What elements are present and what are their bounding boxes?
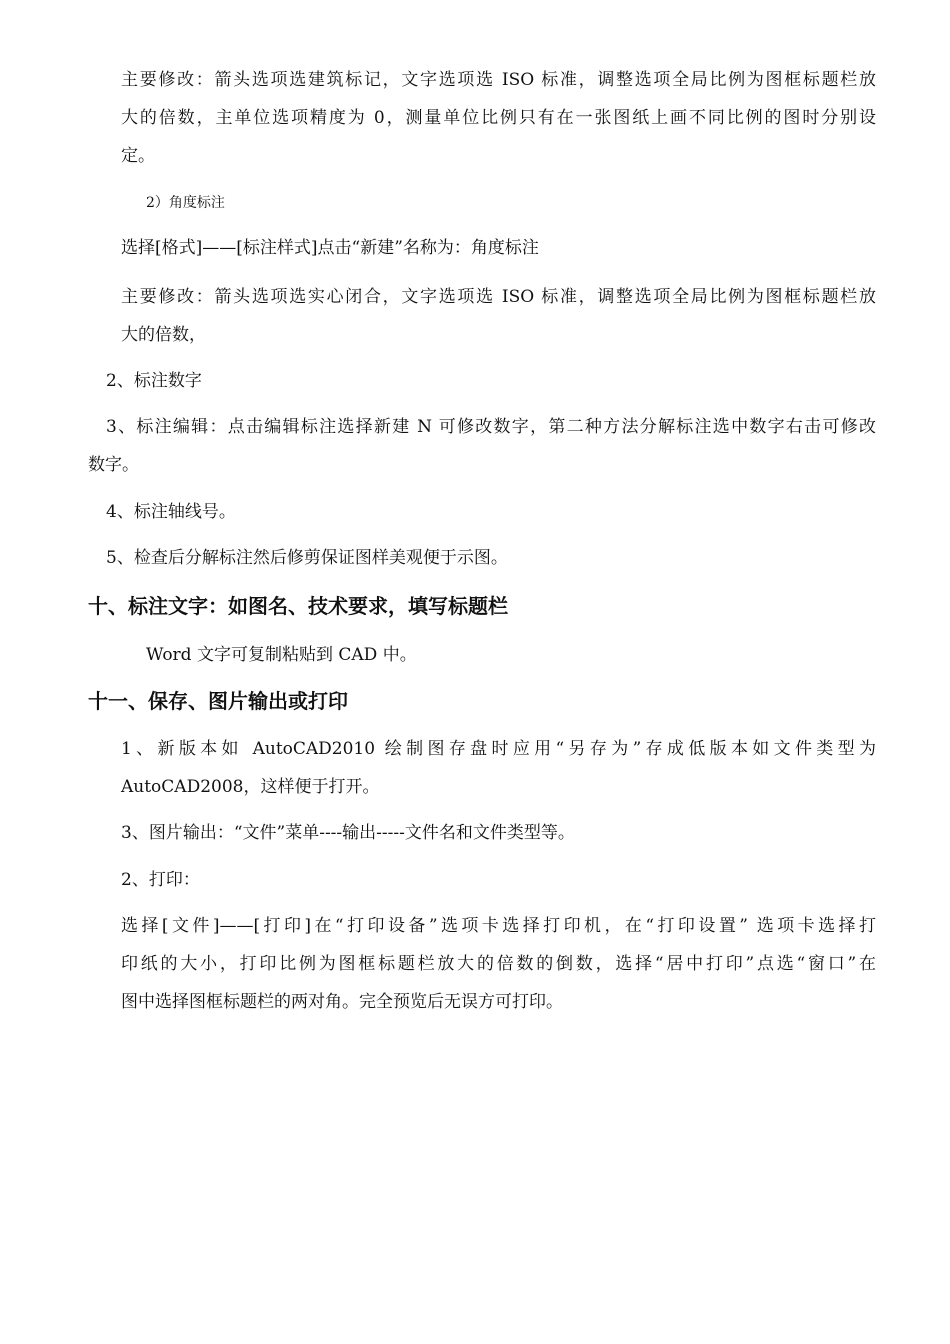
list-item-2: 2、标注数字 — [106, 371, 202, 391]
para1-line-1: 主要修改：箭头选项选建筑标记，文字选项选 ISO 标准，调整选项全局比例为图框标题栏放 — [121, 70, 876, 90]
s11-print-line-2: 印纸的大小，打印比例为图框标题栏放大的倍数的倒数，选择“居中打印”点选“窗口”在 — [121, 954, 876, 974]
para1-line-3: 定。 — [121, 146, 155, 166]
list-item-3-line-2: 数字。 — [88, 455, 139, 475]
para2-line-1: 主要修改：箭头选项选实心闭合，文字选项选 ISO 标准，调整选项全局比例为图框标题栏放 — [121, 287, 876, 307]
s11-print-line-3: 图中选择图框标题栏的两对角。完全预览后无误方可打印。 — [121, 992, 563, 1012]
s11-item3: 3、图片输出：“文件”菜单----输出-----文件名和文件类型等。 — [121, 823, 575, 843]
list-item-5: 5、检查后分解标注然后修剪保证图样美观便于示图。 — [106, 548, 508, 568]
select-line: 选择[格式]——[标注样式]点击“新建”名称为：角度标注 — [121, 238, 539, 258]
list-item-4: 4、标注轴线号。 — [106, 502, 236, 522]
s11-item1-line-1: 1、新版本如 AutoCAD2010 绘制图存盘时应用“另存为”存成低版本如文件类型为 — [121, 739, 876, 759]
s11-print-line-1: 选择[文件]——[打印]在“打印设备”选项卡选择打印机，在“打印设置” 选项卡选择打 — [121, 916, 876, 936]
para1-line-2: 大的倍数，主单位选项精度为 0，测量单位比例只有在一张图纸上画不同比例的图时分别设 — [121, 108, 876, 128]
s11-item1-line-2: AutoCAD2008，这样便于打开。 — [121, 777, 380, 797]
section-10-text: Word 文字可复制粘贴到 CAD 中。 — [146, 645, 417, 665]
para2-line-2: 大的倍数， — [121, 325, 206, 345]
section-10-heading: 十、标注文字：如图名、技术要求，填写标题栏 — [88, 594, 508, 618]
list-item-3-line-1: 3、标注编辑：点击编辑标注选择新建 N 可修改数字，第二种方法分解标注选中数字右击可修改 — [106, 417, 876, 437]
section-11-heading: 十一、保存、图片输出或打印 — [88, 689, 348, 713]
subsection-heading: 2）角度标注 — [146, 195, 225, 211]
s11-item2: 2、打印： — [121, 870, 200, 890]
